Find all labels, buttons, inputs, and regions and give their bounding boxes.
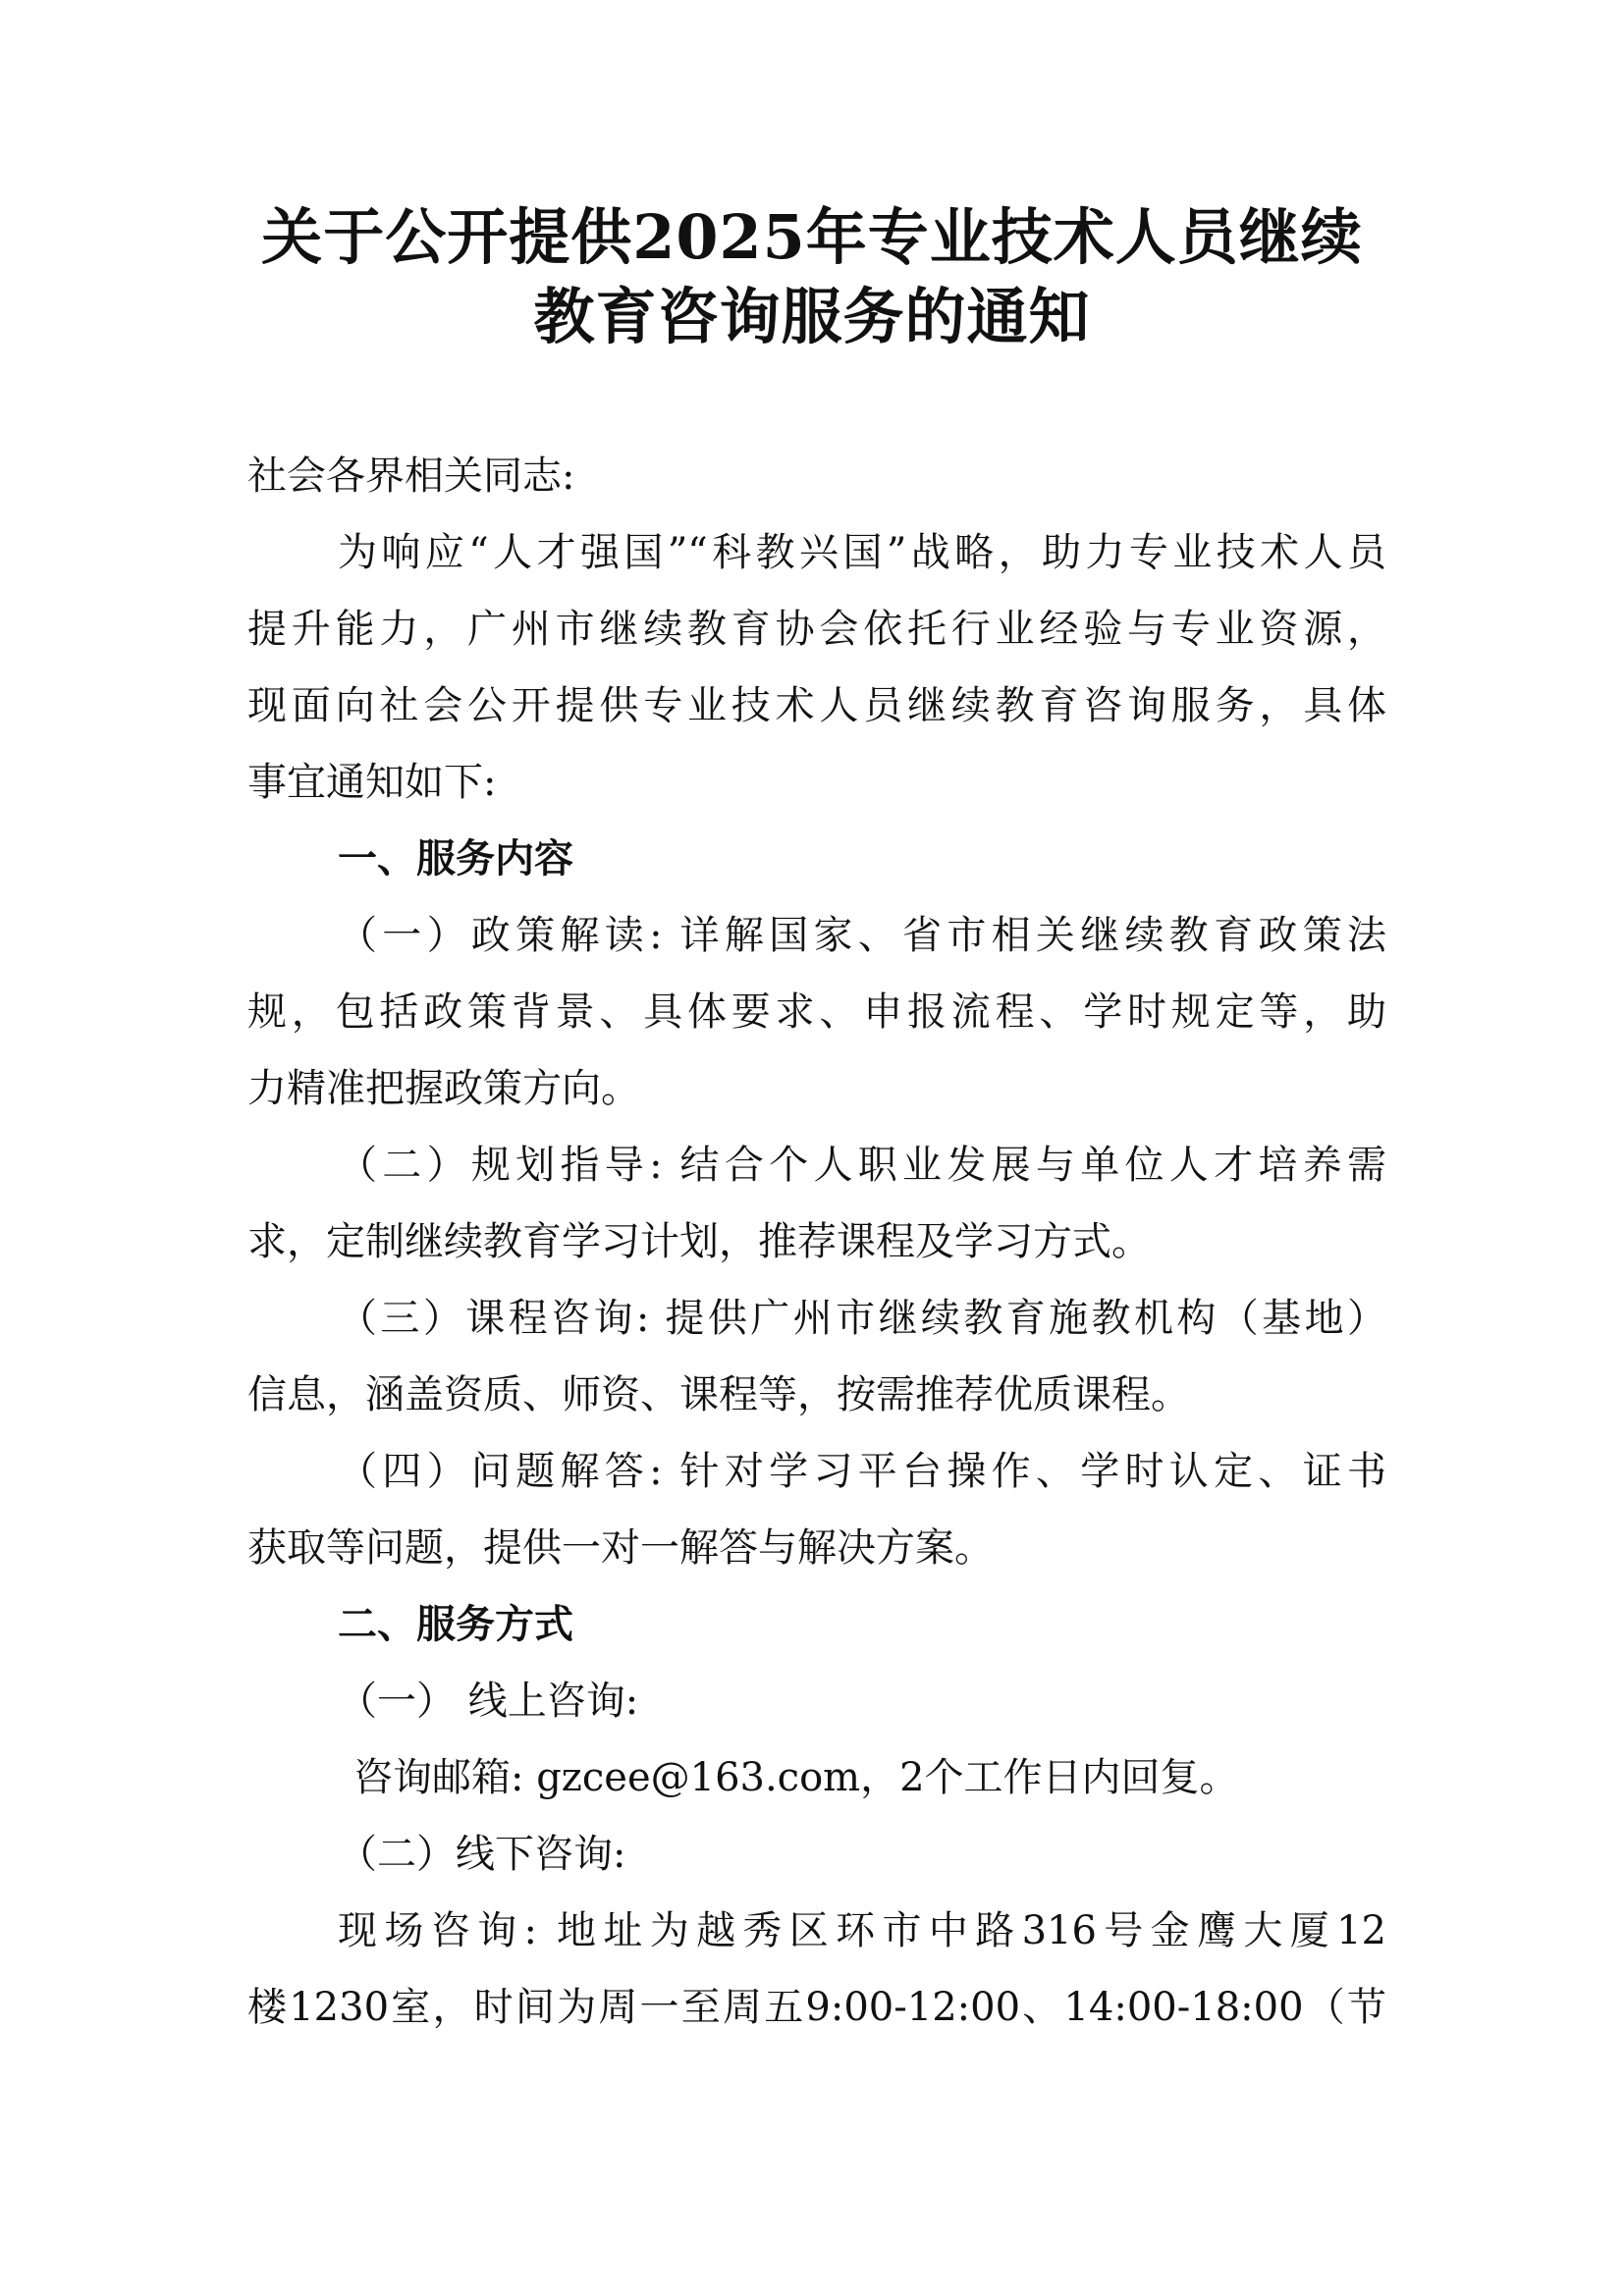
section-1-item-2-line-2: 求，定制继续教育学习计划，推荐课程及学习方式。 bbox=[247, 1219, 1151, 1264]
section-1-item-1-line-3: 力精准把握政策方向。 bbox=[247, 1066, 640, 1111]
online-consult-email: 咨询邮箱: gzcee@163.com，2个工作日内回复。 bbox=[353, 1755, 1239, 1800]
offline-consult-label: （二）线下咨询: bbox=[338, 1832, 626, 1877]
salutation: 社会各界相关同志: bbox=[247, 454, 575, 499]
section-1-item-1-line-2: 规，包括政策背景、具体要求、申报流程、学时规定等，助 bbox=[247, 989, 1386, 1035]
section-1-heading: 一、服务内容 bbox=[338, 836, 573, 881]
section-1-item-1-line-1: （一）政策解读: 详解国家、省市相关继续教育政策法 bbox=[338, 913, 1386, 958]
online-consult-label: （一） 线上咨询: bbox=[338, 1679, 639, 1724]
section-1-item-4-line-2: 获取等问题，提供一对一解答与解决方案。 bbox=[247, 1525, 994, 1571]
section-1-item-3-line-2: 信息，涵盖资质、师资、课程等，按需推荐优质课程。 bbox=[247, 1372, 1190, 1417]
section-1-item-2-line-1: （二）规划指导: 结合个人职业发展与单位人才培养需 bbox=[338, 1143, 1386, 1188]
section-1-item-4-line-1: （四）问题解答: 针对学习平台操作、学时认定、证书 bbox=[338, 1449, 1386, 1494]
offline-consult-line-2: 楼1230室，时间为周一至周五9:00-12:00、14:00-18:00（节 bbox=[247, 1985, 1386, 2030]
section-1-item-3-line-1: （三）课程咨询: 提供广州市继续教育施教机构（基地） bbox=[338, 1296, 1386, 1341]
document-title-line-2: 教育咨询服务的通知 bbox=[533, 281, 1091, 352]
document-title-line-1: 关于公开提供2025年专业技术人员继续 bbox=[261, 201, 1363, 273]
intro-line-4: 事宜通知如下: bbox=[247, 760, 497, 805]
intro-line-2: 提升能力，广州市继续教育协会依托行业经验与专业资源， bbox=[247, 607, 1386, 652]
section-2-heading: 二、服务方式 bbox=[338, 1602, 573, 1647]
intro-line-3: 现面向社会公开提供专业技术人员继续教育咨询服务，具体 bbox=[247, 683, 1386, 728]
intro-line-1: 为响应“人才强国”“科教兴国”战略，助力专业技术人员 bbox=[338, 530, 1386, 575]
offline-consult-line-1: 现场咨询: 地址为越秀区环市中路316号金鹰大厦12 bbox=[338, 1908, 1386, 1953]
